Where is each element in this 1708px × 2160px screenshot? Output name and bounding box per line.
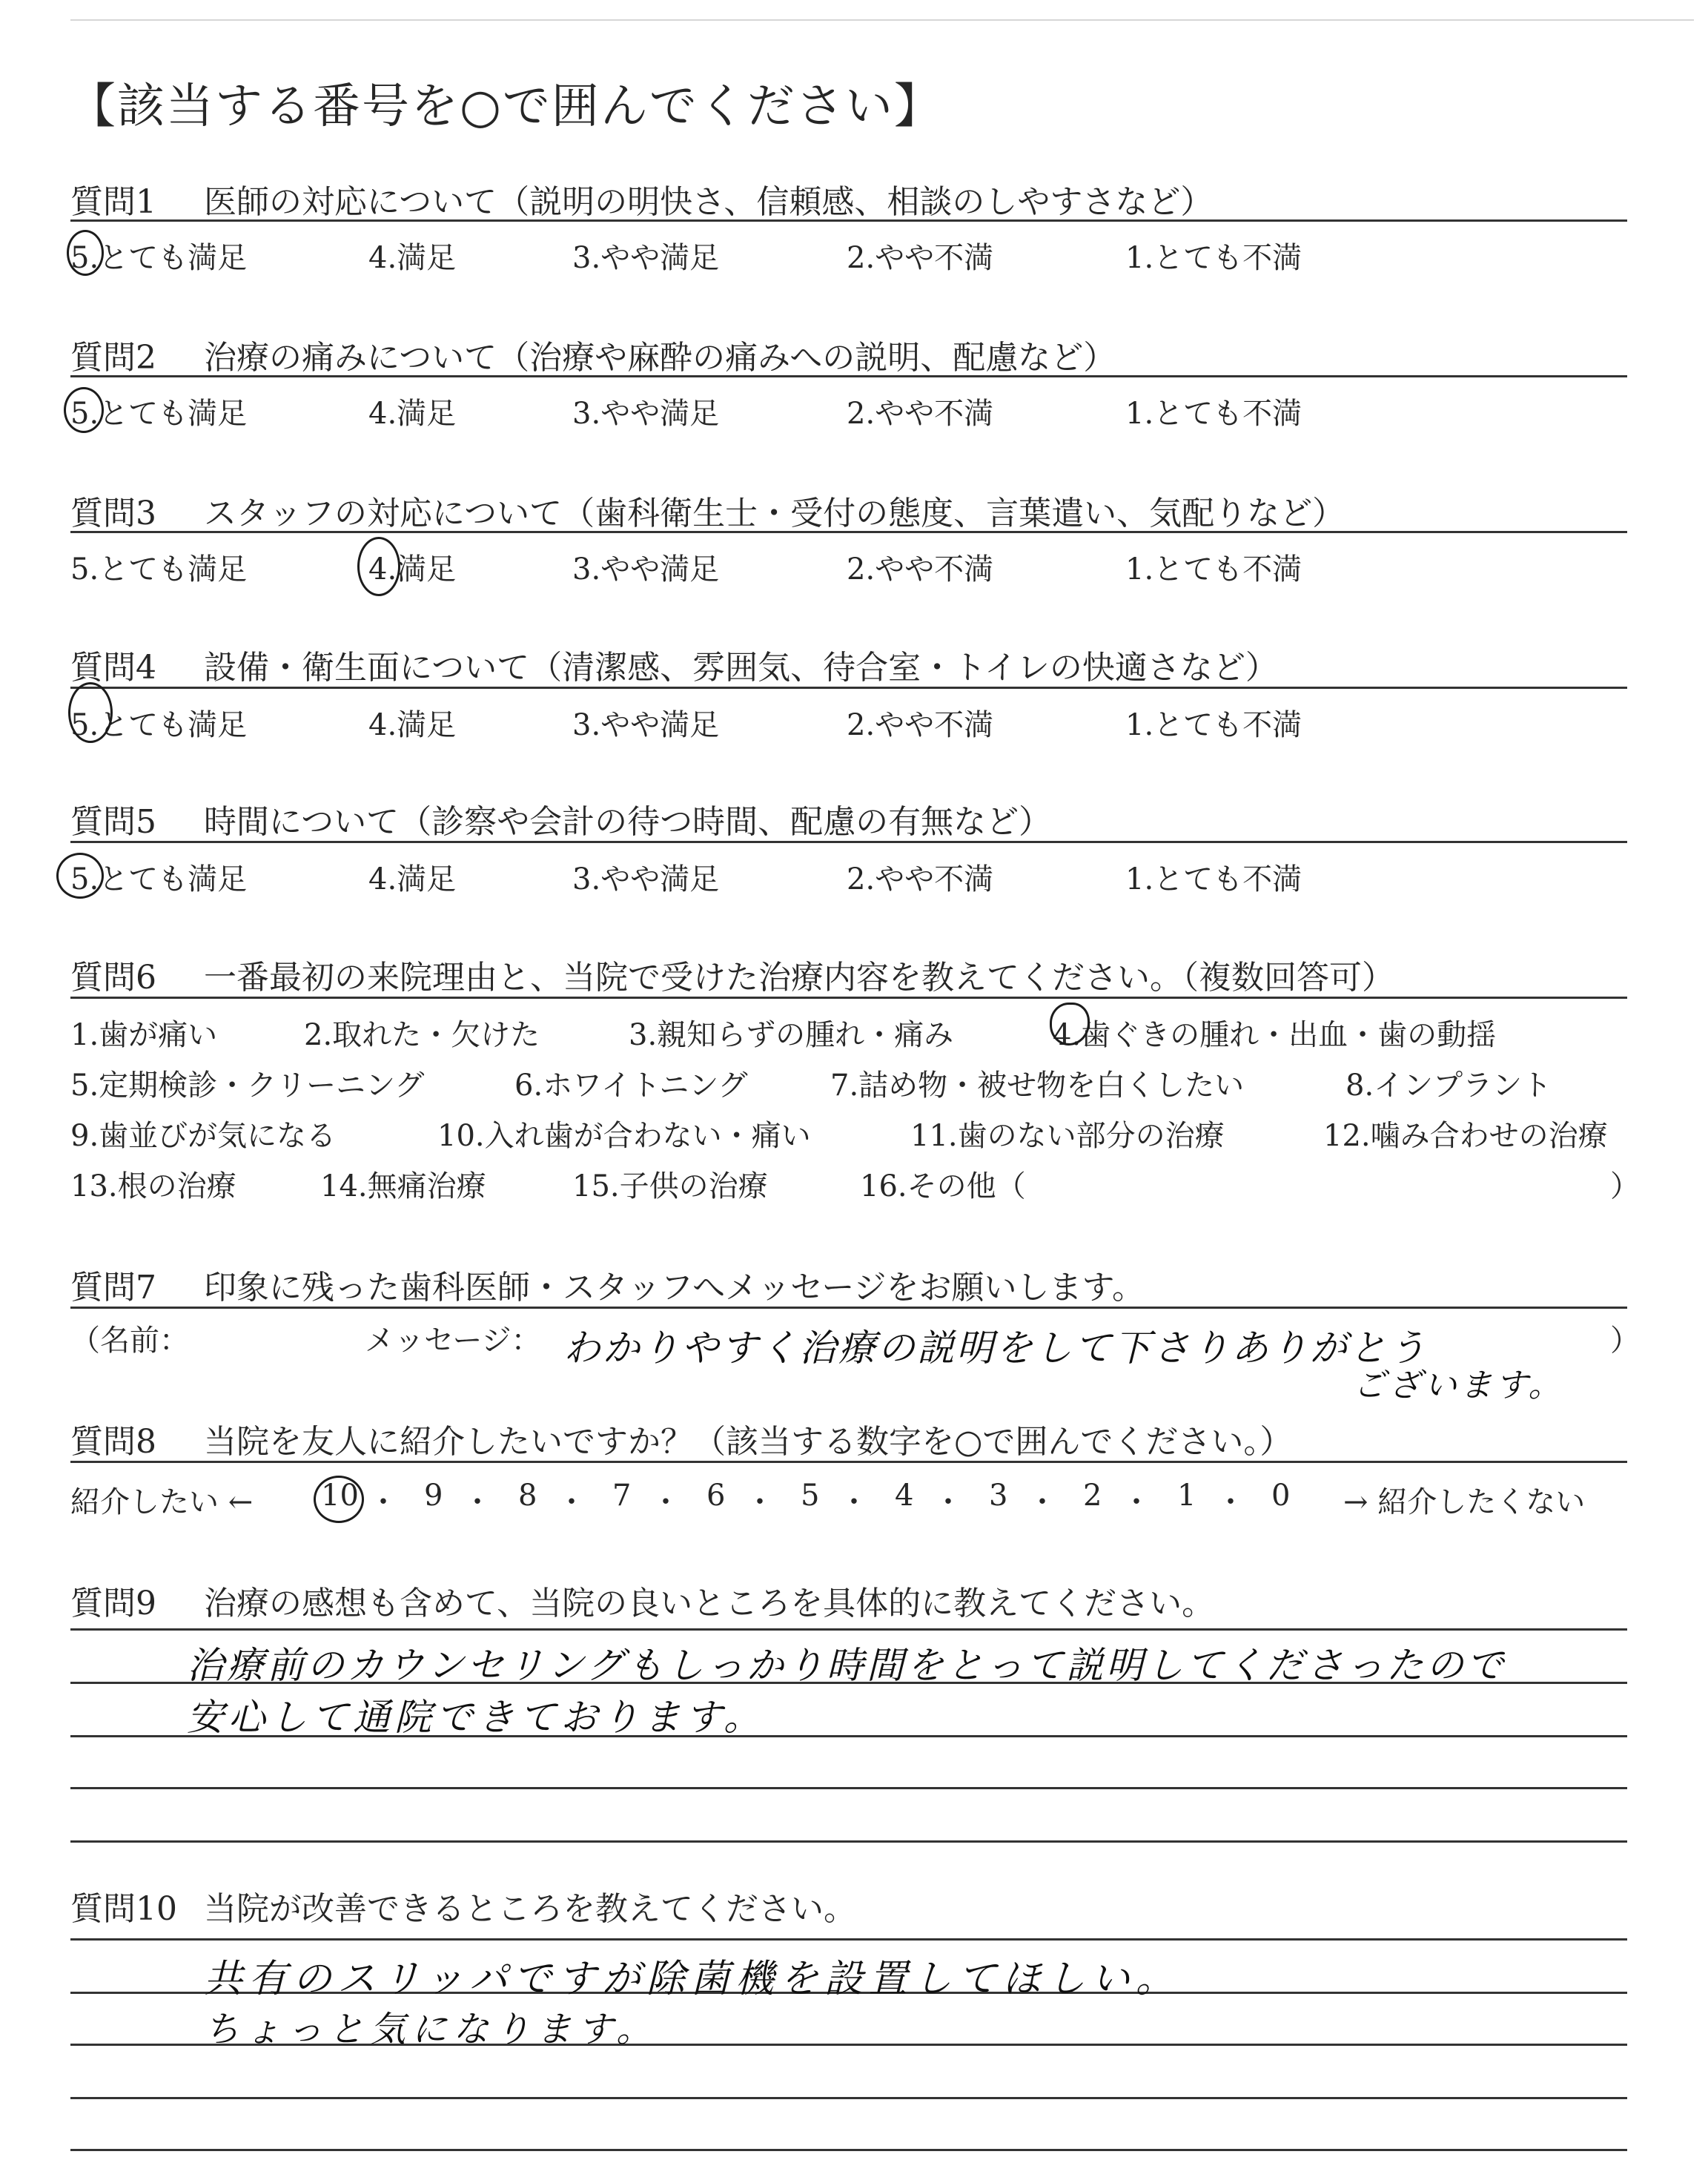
question-1-number: 質問1: [70, 183, 156, 221]
question-2-heading: [70, 331, 1116, 378]
q5-selection-circle: [56, 853, 104, 899]
question-9-number: 質問9: [70, 1585, 156, 1622]
question-4-heading: [70, 641, 1278, 688]
q9-answer-handwritten-2: 安心して通院できております。: [187, 1696, 765, 1739]
q10-line-1: [70, 1938, 1627, 1941]
q10-answer-handwritten-2: ちょっと気になります。: [204, 2009, 658, 2050]
q2-option-1[interactable]: 1.とても不満: [1125, 397, 1302, 431]
question-7-rule: [70, 1307, 1627, 1309]
q2-option-5[interactable]: 5.とても満足: [70, 397, 248, 431]
question-6-number: 質問6: [70, 959, 156, 997]
question-8-rule: [70, 1461, 1627, 1463]
q5-option-5[interactable]: 5.とても満足: [70, 862, 248, 896]
q8-scale-5[interactable]: 5: [801, 1479, 820, 1513]
q6-choice-2[interactable]: 2.取れた・欠けた: [304, 1018, 540, 1052]
q8-selection-circle: [314, 1476, 364, 1523]
q6-choice-1[interactable]: 1.歯が痛い: [70, 1018, 218, 1052]
q4-option-4[interactable]: 4.満足: [368, 708, 457, 742]
q8-scale-separator: ・: [368, 1485, 398, 1519]
q8-scale-separator: ・: [1216, 1485, 1245, 1519]
question-4-number: 質問4: [70, 649, 156, 687]
question-5-text: 時間について（診察や会計の待つ時間、配慮の有無など）: [204, 803, 1052, 841]
q6-choice-15[interactable]: 15.子供の治療: [572, 1169, 768, 1203]
q8-left-label: 紹介したい ←: [70, 1485, 254, 1519]
q8-scale-separator: ・: [839, 1485, 869, 1519]
question-1-text: 医師の対応について（説明の明快さ、信頼感、相談のしやすさなど）: [204, 183, 1214, 221]
q6-choice-13[interactable]: 13.根の治療: [70, 1169, 236, 1203]
question-9-heading: [70, 1576, 1214, 1624]
question-1-rule: [70, 219, 1627, 222]
q4-selection-circle: [68, 682, 113, 743]
q6-choice-12[interactable]: 12.噛み合わせの治療: [1323, 1119, 1608, 1153]
q1-selection-circle: [67, 230, 104, 276]
q2-option-4[interactable]: 4.満足: [368, 397, 457, 431]
q8-scale-7[interactable]: 7: [612, 1479, 632, 1513]
q3-option-4[interactable]: 4.満足: [368, 552, 457, 587]
question-7-heading: [70, 1261, 1145, 1308]
q5-option-3[interactable]: 3.やや満足: [572, 862, 720, 896]
q8-right-label: → 紹介したくない: [1343, 1485, 1586, 1519]
page-title: 【該当する番号を○で囲んでください】: [68, 79, 943, 134]
q9-line-5: [70, 1840, 1627, 1843]
question-1-heading: [70, 175, 1213, 222]
question-7-number: 質問7: [70, 1269, 156, 1307]
question-3-number: 質問3: [70, 495, 156, 532]
question-10-heading: [70, 1882, 856, 1929]
q1-option-3[interactable]: 3.やや満足: [572, 241, 720, 275]
question-3-heading: [70, 486, 1345, 534]
q7-message-handwritten-2: ございます。: [1353, 1367, 1564, 1404]
q8-scale-separator: ・: [933, 1485, 963, 1519]
q8-scale-separator: ・: [1122, 1485, 1151, 1519]
question-9-text: 治療の感想も含めて、当院の良いところを具体的に教えてください。: [204, 1585, 1215, 1622]
q8-scale-separator: ・: [745, 1485, 775, 1519]
q6-choice-8[interactable]: 8.インプラント: [1345, 1069, 1552, 1103]
q8-scale-6[interactable]: 6: [706, 1479, 726, 1513]
q2-selection-circle: [64, 387, 104, 433]
q3-option-5[interactable]: 5.とても満足: [70, 552, 248, 587]
q6-choice-9[interactable]: 9.歯並びが気になる: [70, 1119, 337, 1153]
q7-message-handwritten-1: わかりやすく治療の説明をして下さりありがとう: [563, 1327, 1428, 1370]
question-3-text: スタッフの対応について（歯科衛生士・受付の態度、言葉遣い、気配りなど）: [204, 495, 1345, 532]
q6-choice-10[interactable]: 10.入れ歯が合わない・痛い: [437, 1119, 811, 1153]
question-5-number: 質問5: [70, 803, 156, 841]
q9-line-4: [70, 1787, 1627, 1789]
q8-scale-9[interactable]: 9: [424, 1479, 443, 1513]
q6-choice-3[interactable]: 3.親知らずの腫れ・痛み: [629, 1018, 954, 1052]
q3-option-1[interactable]: 1.とても不満: [1125, 552, 1302, 587]
q7-name-label: （名前：: [70, 1324, 189, 1358]
q10-line-5: [70, 2149, 1627, 2151]
q8-scale-1[interactable]: 1: [1177, 1479, 1196, 1513]
q6-other-close: ）: [1610, 1169, 1640, 1203]
q8-scale-separator: ・: [1027, 1485, 1057, 1519]
q5-option-2[interactable]: 2.やや不満: [847, 862, 994, 896]
question-10-number: 質問10: [70, 1890, 177, 1928]
q6-choice-16[interactable]: 16.その他（: [860, 1169, 1026, 1203]
question-6-rule: [70, 997, 1627, 999]
q2-option-2[interactable]: 2.やや不満: [847, 397, 994, 431]
q6-choice-5[interactable]: 5.定期検診・クリーニング: [70, 1069, 425, 1103]
q8-scale-separator: ・: [463, 1485, 492, 1519]
question-6-text: 一番最初の来院理由と、当院で受けた治療内容を教えてください。（複数回答可）: [204, 959, 1394, 997]
question-8-number: 質問8: [70, 1423, 156, 1461]
q9-line-1: [70, 1628, 1627, 1631]
question-2-number: 質問2: [70, 339, 156, 377]
question-6-heading: [70, 951, 1394, 998]
question-8-text: 当院を友人に紹介したいですか？（該当する数字を○で囲んでください。）: [204, 1423, 1293, 1461]
q7-close-paren: ）: [1610, 1324, 1640, 1358]
q8-scale-3[interactable]: 3: [989, 1479, 1008, 1513]
q10-answer-handwritten-1: 共有のスリッパですが除菌機を設置してほしい。: [204, 1957, 1180, 2001]
q6-choice-6[interactable]: 6.ホワイトニング: [514, 1069, 748, 1103]
question-4-rule: [70, 687, 1627, 689]
q8-scale-separator: ・: [557, 1485, 586, 1519]
question-2-text: 治療の痛みについて（治療や麻酔の痛みへの説明、配慮など）: [204, 339, 1116, 377]
q4-option-2[interactable]: 2.やや不満: [847, 708, 994, 742]
q8-scale-4[interactable]: 4: [895, 1479, 914, 1513]
question-5-heading: [70, 795, 1051, 842]
q1-option-5[interactable]: 5.とても満足: [70, 241, 248, 275]
q1-option-4[interactable]: 4.満足: [368, 241, 457, 275]
q4-option-5[interactable]: 5.とても満足: [70, 708, 248, 742]
q1-option-2[interactable]: 2.やや不満: [847, 241, 994, 275]
q8-scale-8[interactable]: 8: [518, 1479, 537, 1513]
q3-option-3[interactable]: 3.やや満足: [572, 552, 720, 587]
q7-message-label: メッセージ：: [365, 1324, 541, 1358]
top-border: [70, 19, 1694, 21]
q6-choice-4[interactable]: 4.歯ぐきの腫れ・出血・歯の動揺: [1053, 1018, 1497, 1052]
q4-option-3[interactable]: 3.やや満足: [572, 708, 720, 742]
q5-option-4[interactable]: 4.満足: [368, 862, 457, 896]
q3-selection-circle: [357, 537, 400, 596]
q6-choice-14[interactable]: 14.無痛治療: [320, 1169, 486, 1203]
question-10-text: 当院が改善できるところを教えてください。: [204, 1890, 856, 1928]
q6-choice-7[interactable]: 7.詰め物・被せ物を白くしたい: [830, 1069, 1245, 1103]
q8-scale-2[interactable]: 2: [1083, 1479, 1102, 1513]
q8-scale-separator: ・: [651, 1485, 681, 1519]
question-8-heading: [70, 1415, 1292, 1462]
q1-option-1[interactable]: 1.とても不満: [1125, 241, 1302, 275]
q8-scale-0[interactable]: 0: [1271, 1479, 1291, 1513]
question-4-text: 設備・衛生面について（清潔感、雰囲気、待合室・トイレの快適さなど）: [204, 649, 1278, 687]
q5-option-1[interactable]: 1.とても不満: [1125, 862, 1302, 896]
q6-choice-11[interactable]: 11.歯のない部分の治療: [910, 1119, 1225, 1153]
question-5-rule: [70, 841, 1627, 843]
question-7-text: 印象に残った歯科医師・スタッフへメッセージをお願いします。: [204, 1269, 1145, 1307]
question-2-rule: [70, 375, 1627, 377]
q4-option-1[interactable]: 1.とても不満: [1125, 708, 1302, 742]
q2-option-3[interactable]: 3.やや満足: [572, 397, 720, 431]
q8-scale-10[interactable]: 10: [321, 1479, 359, 1513]
question-3-rule: [70, 531, 1627, 533]
q10-line-4: [70, 2097, 1627, 2099]
q3-option-2[interactable]: 2.やや不満: [847, 552, 994, 587]
q9-answer-handwritten-1: 治療前のカウンセリングもしっかり時間をとって説明してくださったので: [187, 1644, 1506, 1687]
